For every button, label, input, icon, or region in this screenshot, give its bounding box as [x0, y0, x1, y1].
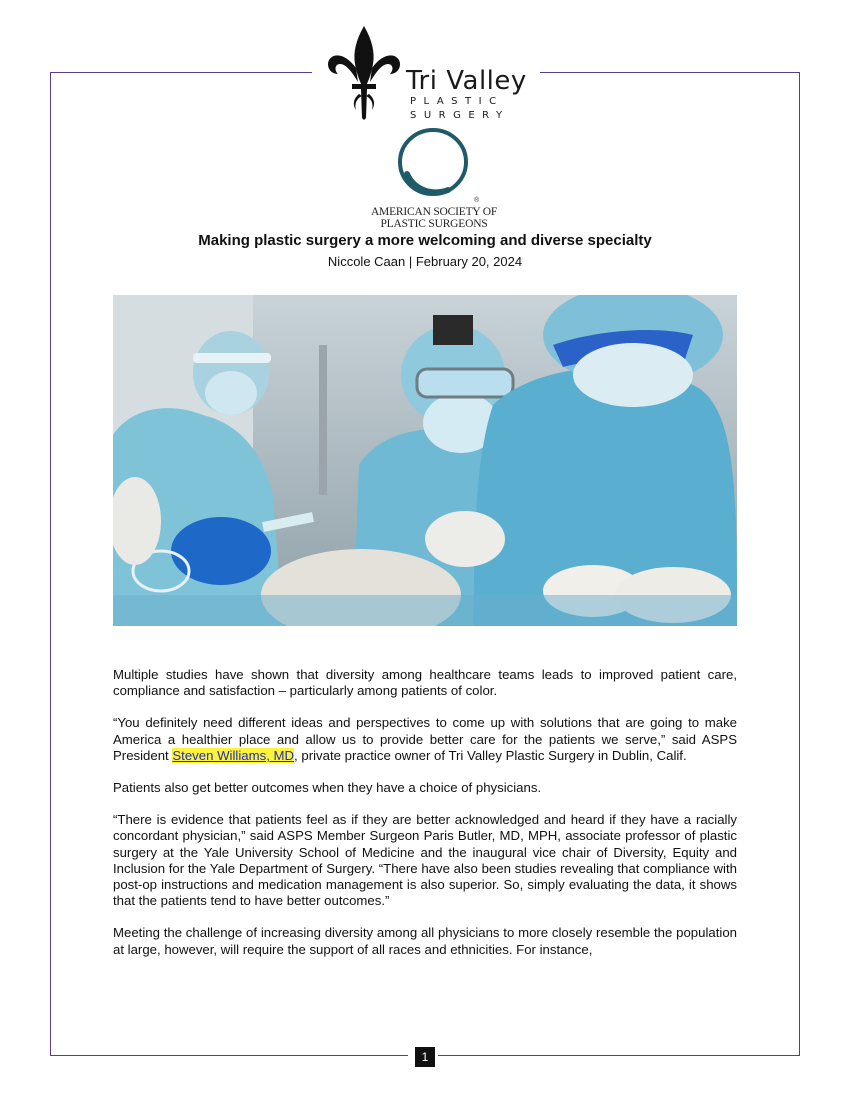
paragraph-2-end: , private practice owner of Tri Valley Plastic Surgery in Dublin, Calif. — [294, 747, 687, 763]
article-title: Making plastic surgery a more welcoming and diverse specialty — [198, 232, 652, 249]
paragraph-3: Patients also get better outcomes when they have a choice of physicians. — [113, 780, 542, 796]
asps-name-line1: AMERICAN SOCIETY OF — [370, 206, 498, 218]
brand-header — [326, 24, 526, 120]
paragraph-5: Meeting the challenge of increasing diversity among all physicians to more closely resemble the population at large, however, will require the support of all races and ethnicities. For instance, — [113, 925, 737, 957]
fleur-de-lis-icon — [326, 24, 402, 120]
brand-name: Tri Valley — [406, 66, 527, 96]
page-number: 1 — [415, 1047, 435, 1067]
paragraph-1: Multiple studies have shown that diversity among healthcare teams leads to improved patient care, compliance and satisfaction – particularly among patients of color. — [113, 667, 737, 699]
brand-subtitle-line1: PLASTIC — [410, 96, 504, 107]
surgery-photo — [113, 295, 737, 626]
article-byline: Niccole Caan | February 20, 2024 — [327, 254, 523, 269]
ring-icon — [388, 126, 480, 206]
asps-logo — [364, 126, 504, 232]
registered-mark: ® — [474, 197, 480, 204]
paragraph-4: “There is evidence that patients feel as if they are better acknowledged and heard if they have a racially concordant physician,” said ASPS Member Surgeon Paris Butler, MD, MPH, associate professor of plastic surgery at the Yale University School of Medicine and the inaugural vice chair of Diversity, Equity and Inclusion for the Yale Department of Surgery. “There have also been studies revealing that compliance with post-op instructions and medication management is also superior. So, simply evaluating the data, it shows that the patients tend to have better outcomes.” — [113, 812, 737, 909]
asps-name-line2: PLASTIC SURGEONS — [380, 218, 488, 230]
paragraph-2-start: “You definitely need different ideas and perspectives to come up with solutions that are going to make America a healthier place and allow us to provide better care for the patients we serve,” said ASPS President — [113, 715, 737, 763]
brand-subtitle-line2: SURGERY — [410, 110, 510, 121]
author-link[interactable]: Steven Williams, MD — [172, 747, 295, 763]
paragraph-2 — [113, 715, 737, 764]
article-body — [113, 667, 737, 974]
